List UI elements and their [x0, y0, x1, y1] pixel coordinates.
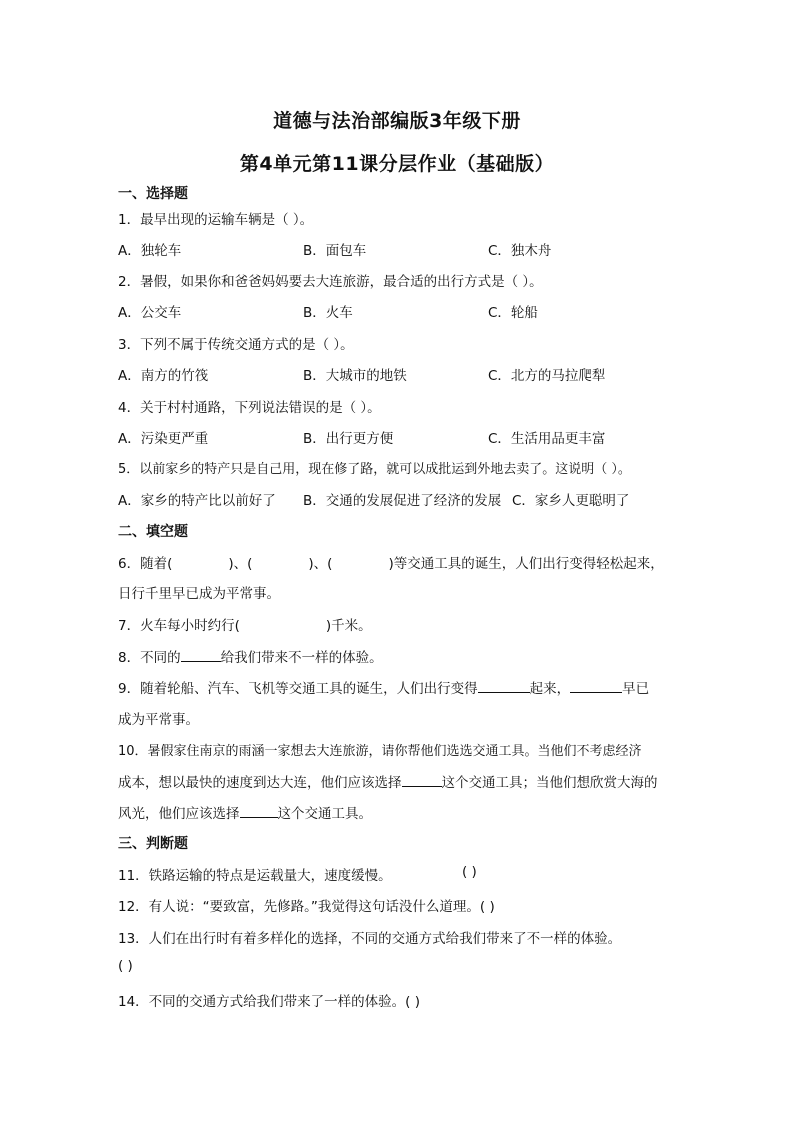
- question-6-part-4: )等交通工具的诞生，人们出行变得轻松起来，: [388, 556, 664, 572]
- question-4-option-a: A．污染更严重: [118, 431, 209, 447]
- question-1-option-c: C．独木舟: [488, 243, 552, 259]
- question-5-stem: 5．以前家乡的特产只是自己用，现在修了路，就可以成批运到外地去卖了。这说明（ ）。: [118, 462, 631, 477]
- question-9-line-2: 成为平常事。: [118, 712, 199, 728]
- question-10-part-4: 这个交通工具。: [277, 806, 372, 822]
- question-3-stem: 3．下列不属于传统交通方式的是（ ）。: [118, 337, 354, 353]
- question-9-part-1: 9．随着轮船、汽车、飞机等交通工具的诞生，人们出行变得: [118, 681, 478, 697]
- question-10-part-2: 这个交通工具；当他们想欣赏大海的: [441, 775, 658, 791]
- question-6-line-2: 日行千里早已成为平常事。: [118, 586, 280, 602]
- question-10-line-3: [118, 802, 372, 822]
- question-7-part-2: )千米。: [325, 618, 372, 634]
- question-2-stem: 2．暑假，如果你和爸爸妈妈要去大连旅游，最合适的出行方式是（ ）。: [118, 274, 543, 290]
- question-9-part-3: 早已: [622, 681, 650, 697]
- question-1-option-b: B．面包车: [303, 243, 367, 259]
- question-5-option-b: B．交通的发展促进了经济的发展: [303, 493, 502, 509]
- answer-blank[interactable]: [181, 649, 221, 662]
- question-5-option-a: A．家乡的特产比以前好了: [118, 493, 276, 509]
- question-2-option-a: A．公交车: [118, 305, 182, 321]
- section-heading-choice: 一、选择题: [118, 186, 188, 202]
- question-7: [118, 614, 372, 634]
- question-6-part-1: 6．随着(: [118, 556, 173, 572]
- question-14-stem: 14．不同的交通方式给我们带来了一样的体验。( ): [118, 994, 421, 1010]
- question-4-option-b: B．出行更方便: [303, 431, 394, 447]
- answer-blank[interactable]: [240, 805, 278, 818]
- question-9-line-1: [118, 677, 649, 697]
- question-8-part-1: 8．不同的: [118, 650, 181, 666]
- question-6-part-2: )、(: [228, 556, 253, 572]
- answer-blank[interactable]: [402, 774, 442, 787]
- question-6-line-1: [118, 552, 664, 572]
- answer-blank[interactable]: [570, 680, 622, 693]
- document-subtitle: 第4单元第11课分层作业（基础版）: [239, 153, 555, 175]
- question-4-stem: 4．关于村村通路，下列说法错误的是（ ）。: [118, 400, 381, 416]
- question-13-stem: 13．人们在出行时有着多样化的选择，不同的交通方式给我们带来了不一样的体验。: [118, 931, 622, 947]
- question-12-stem: 12．有人说：“要致富，先修路。”我觉得这句话没什么道理。( ): [118, 899, 495, 915]
- question-2-option-c: C．轮船: [488, 305, 538, 321]
- question-10-line-1: 10．暑假家住南京的雨涵一家想去大连旅游，请你帮他们选选交通工具。当他们不考虑经济: [118, 744, 642, 759]
- question-10-line-2: [118, 771, 658, 791]
- question-9-part-2: 起来，: [529, 681, 571, 697]
- question-4-option-c: C．生活用品更丰富: [488, 431, 606, 447]
- question-5-option-c: C．家乡人更聪明了: [512, 493, 630, 509]
- question-3-option-a: A．南方的竹筏: [118, 368, 209, 384]
- question-10-part-3: 风光，他们应该选择: [118, 806, 240, 822]
- question-1-stem: 1．最早出现的运输车辆是（ ）。: [118, 212, 314, 228]
- section-heading-fill: 二、填空题: [118, 524, 188, 540]
- question-11-answer-paren[interactable]: ( ): [462, 864, 477, 880]
- question-10-part-1: 成本，想以最快的速度到达大连，他们应该选择: [118, 775, 402, 791]
- question-6-part-3: )、(: [308, 556, 333, 572]
- question-3-option-b: B．大城市的地铁: [303, 368, 407, 384]
- question-8: [118, 646, 383, 666]
- question-2-option-b: B．火车: [303, 305, 353, 321]
- question-8-part-2: 给我们带来不一样的体验。: [220, 650, 383, 666]
- question-3-option-c: C．北方的马拉爬犁: [488, 368, 606, 384]
- question-7-part-1: 7．火车每小时约行(: [118, 618, 240, 634]
- question-1-option-a: A．独轮车: [118, 243, 182, 259]
- answer-blank[interactable]: [478, 680, 530, 693]
- section-heading-judge: 三、判断题: [118, 836, 188, 852]
- question-11-stem: 11．铁路运输的特点是运载量大，速度缓慢。: [118, 868, 392, 884]
- question-13-answer-paren[interactable]: ( ): [118, 958, 133, 974]
- document-title: 道德与法治部编版3年级下册: [273, 110, 521, 132]
